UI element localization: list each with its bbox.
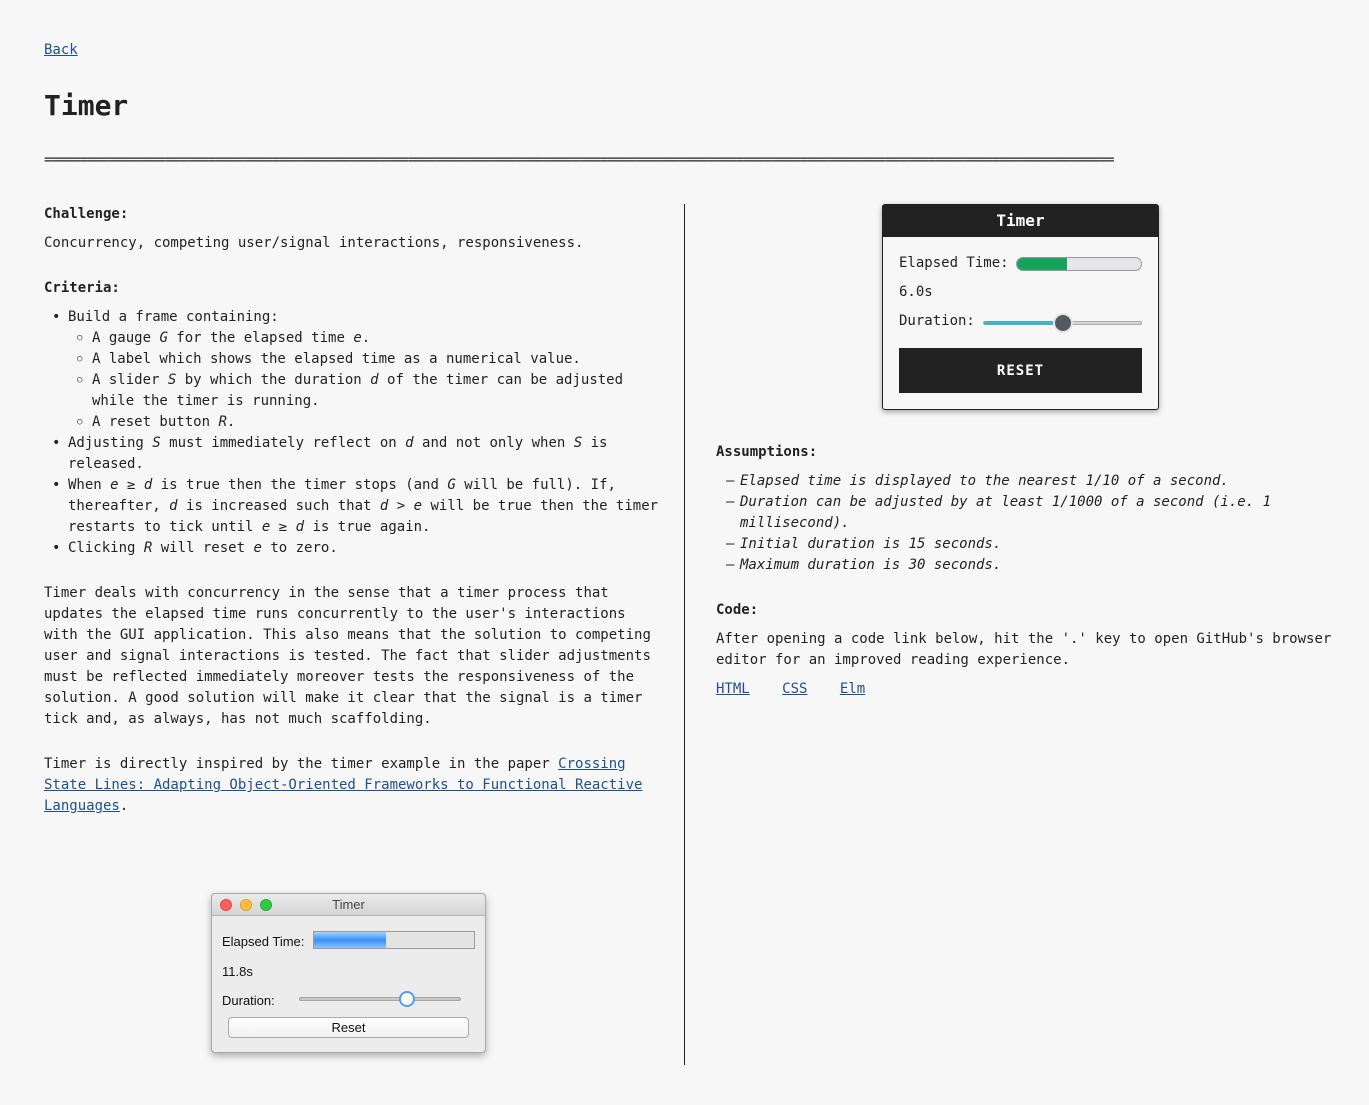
left-column (44, 204, 664, 841)
criteria-heading: Criteria: (44, 280, 120, 296)
criteria-list (44, 307, 664, 559)
description-paragraph: Timer deals with concurrency in the sense that a timer process that updates the elapsed time runs concurrently to the user's interactions with the GUI application. This also means that the solution to competing user and signal interactions is tested. The fact that slider adjustments must be reflected immediately moreover tests the responsiveness of the solution. A good solution will make it clear that the signal is a timer tick and, as always, has not much scaffolding. (44, 585, 651, 727)
duration-label: Duration: (899, 313, 975, 329)
duration-slider-knob[interactable] (1053, 313, 1073, 333)
assumptions-section (716, 442, 1336, 576)
list-item: – Duration can be adjusted by at least 1/1000 of a second (i.e. 1 millisecond). (716, 492, 1336, 534)
reset-button[interactable]: Reset (228, 1017, 469, 1038)
column-divider (684, 204, 685, 1065)
frame-contents-list (68, 328, 664, 433)
list-item: ○ A gauge G for the elapsed time e. (68, 328, 664, 349)
list-item: • When e ≥ d is true then the timer stops (and G will be full). If, thereafter, d is increased such that d > e will be true then the timer restarts to tick until e ≥ d is true again. (44, 475, 664, 538)
window-titlebar (212, 894, 485, 916)
duration-slider[interactable] (299, 997, 461, 1001)
list-item: ○ A label which shows the elapsed time as a numerical value. (68, 349, 664, 370)
elm-link[interactable]: Elm (839, 681, 866, 697)
back-link[interactable]: Back (44, 42, 78, 58)
css-link[interactable]: CSS (782, 681, 808, 697)
list-item: – Maximum duration is 30 seconds. (716, 555, 1336, 576)
list-item: – Elapsed time is displayed to the nearest 1/10 of a second. (716, 471, 1336, 492)
minimize-icon[interactable] (240, 899, 252, 911)
title-rule: ====================================================================================================================================================== (44, 152, 1114, 168)
elapsed-value: 11.8s (222, 964, 253, 979)
list-item: • Build a frame containing: ○ A gauge G for the elapsed time e. ○ A label which shows the elapsed time as a numerical value. ○ A slider S by which the duration d of the timer can be adjusted while the timer is running. ○ A reset button R. (44, 307, 664, 433)
close-icon[interactable] (220, 899, 232, 911)
reference-timer-window (211, 893, 486, 1053)
code-links (716, 679, 1336, 700)
duration-slider-knob[interactable] (399, 991, 415, 1007)
timer-widget (882, 204, 1159, 410)
right-column (716, 204, 1336, 700)
criteria-section (44, 278, 664, 559)
list-item: ○ A slider S by which the duration d of the timer can be adjusted while the timer is running. (68, 370, 664, 412)
duration-label: Duration: (222, 993, 275, 1008)
challenge-heading: Challenge: (44, 206, 129, 222)
elapsed-gauge (1016, 257, 1142, 271)
elapsed-label: Elapsed Time: (222, 934, 305, 949)
html-link[interactable]: HTML (716, 681, 750, 697)
elapsed-label: Elapsed Time: (899, 255, 1009, 271)
list-item: • Adjusting S must immediately reflect on d and not only when S is released. (44, 433, 664, 475)
code-heading: Code: (716, 602, 759, 618)
list-item: ○ A reset button R. (68, 412, 664, 433)
elapsed-gauge-fill (314, 932, 386, 948)
duration-slider-fill (984, 321, 1063, 325)
paper-link[interactable]: Crossing State Lines: Adapting Object-Oriented Frameworks to Functional Reactive Languages (44, 756, 643, 814)
widget-title: Timer (883, 205, 1158, 237)
zoom-icon[interactable] (260, 899, 272, 911)
list-item: – Initial duration is 15 seconds. (716, 534, 1336, 555)
elapsed-gauge-fill (1017, 258, 1067, 270)
elapsed-gauge (313, 931, 475, 949)
challenge-text: Concurrency, competing user/signal interactions, responsiveness. (44, 235, 584, 251)
inspiration-paragraph: Timer is directly inspired by the timer example in the paper Crossing State Lines: Adapting Object-Oriented Frameworks to Functional Reactive Languages. (44, 756, 643, 814)
window-title: Timer (332, 897, 365, 912)
code-text: After opening a code link below, hit the '.' key to open GitHub's browser editor for an improved reading experience. (716, 631, 1332, 668)
list-item: • Clicking R will reset e to zero. (44, 538, 664, 559)
challenge-section (44, 204, 664, 254)
page-title: Timer (44, 89, 129, 122)
code-section (716, 600, 1336, 700)
assumptions-heading: Assumptions: (716, 444, 818, 460)
duration-slider[interactable] (983, 321, 1142, 325)
assumptions-list (716, 471, 1336, 576)
elapsed-value: 6.0s (899, 284, 933, 300)
reset-button[interactable]: RESET (899, 348, 1142, 393)
